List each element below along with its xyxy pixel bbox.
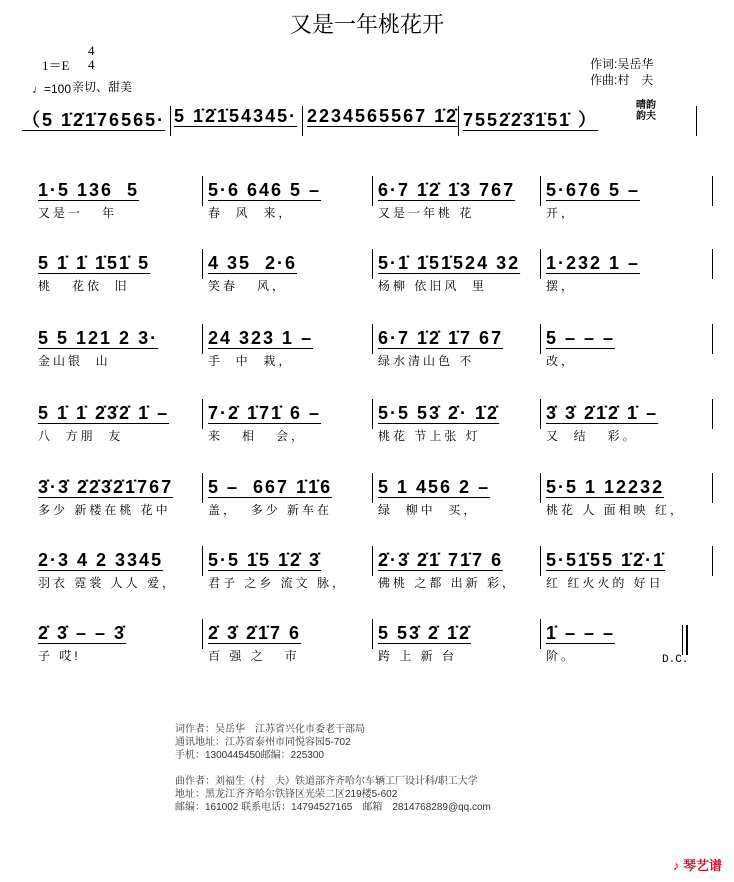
lyrics: 百 强 之 市 [208,649,300,663]
barline [202,546,203,576]
measure [38,477,173,527]
measure [378,550,517,600]
lyrics: 子 哎! [38,649,81,663]
measure [38,550,177,600]
site-logo [673,855,722,874]
measure [546,550,665,600]
notes: 24 323 1 – [208,328,314,348]
barline [540,619,541,649]
notes: 5 53̇ 2̇ 1̇2̇ [378,623,472,643]
footer-line: 邮编：161002 联系电话：14794527165 邮箱 2814768289@qq.com [175,802,491,813]
measure [378,623,471,673]
notes: 2̇ 3̇ 2̇1̇7 6 [208,623,302,643]
notes: 7552̇2̇3̇1̇51̇ ） [463,110,599,130]
lyrics: 又 结 彩。 [546,429,638,443]
barline [540,546,541,576]
notes: 5·1̇ 1̇51̇524 32 [378,253,521,273]
notes: 2234565567 1̇2̇ [307,106,459,126]
lyrics: 又是一 年 [38,206,118,220]
notes: 5 1 456 2 – [378,477,491,497]
notes: 7·2̇ 1̇71̇ 6 – [208,403,322,423]
music-row [0,253,734,303]
notes: 5·5 53̇ 2̇· 1̇2̇ [378,403,500,423]
stamp-line: 晴韵 [636,100,656,111]
lyricist-credit: 作词:吴岳华 [590,57,654,71]
notes: 4 35 2·6 [208,253,298,273]
barline [202,324,203,354]
lyrics: 君子 之乡 流文 脉， [208,576,348,590]
lyrics: 来 相 会， [208,429,307,443]
lyrics: 阶。 [546,649,577,663]
barline [540,399,541,429]
measure [38,180,139,230]
barline [372,399,373,429]
music-row [0,328,734,378]
lyrics: 手 中 栽， [208,354,294,368]
music-row [0,403,734,453]
lyrics: 金山银 山 [38,354,111,368]
lyrics: 改， [546,354,577,368]
measure [546,477,685,527]
notes: 5·51̇55 1̇2̇·1̇ [546,550,666,570]
measure [463,106,598,156]
notes: 5·676 5 – [546,180,641,200]
da-capo: D.C. [662,654,689,666]
measure [38,328,158,378]
barline [540,324,541,354]
barline [372,546,373,576]
lyrics: 又是一年桃 花 [378,206,475,220]
barline [372,176,373,206]
notes: 1·5 136 5 [38,180,140,200]
measure [208,477,332,527]
measure [378,253,520,303]
notes: （5 1̇2̇1̇76565· [22,110,166,130]
measure [378,403,499,453]
measure [307,106,458,156]
notes: 3̇·3̇ 2̇2̇3̇2̇1̇767 [38,477,174,497]
notes: 1·232 1 – [546,253,641,273]
lyrics: 笑春 风， [208,279,288,293]
barline [202,399,203,429]
notes: 5 1̇2̇1̇54345· [174,106,298,126]
notes: 5 1̇ 1̇ 1̇51̇ 5 [38,253,151,273]
lyrics: 桃花 节上张 灯 [378,429,481,443]
lyrics: 绿水清山色 不 [378,354,475,368]
intro-row [0,106,734,156]
lyrics: 跨 上 新 台 [378,649,458,663]
lyrics: 开， [546,206,577,220]
measure [38,623,126,673]
lyrics: 佛桃 之都 出新 彩， [378,576,518,590]
lyrics: 摆， [546,279,577,293]
time-signature [88,44,95,72]
footer-line: 曲作者：刘福生（村 夫）铁道部齐齐哈尔车辆工厂设计科/职工大学 [175,776,478,787]
music-row [0,477,734,527]
measure [38,403,169,453]
expression-marking: 亲切、甜美 [72,80,133,94]
measure [208,403,321,453]
lyrics: 多少 新楼在桃 花中 [38,503,171,517]
measure [22,106,165,156]
music-row [0,180,734,230]
lyrics: 红 红火火的 好日 [546,576,664,590]
notes: 5 – 667 1̇1̇6 [208,477,333,497]
tempo-marking: ♩=100 [32,82,72,96]
measure [378,328,503,378]
measure [208,623,301,673]
notes: 5 – – – [546,328,616,348]
measure [174,106,297,156]
logo-icon: ♪ [672,858,680,873]
notes: 2·3 4 2 3345 [38,550,164,570]
barline [540,176,541,206]
barline [712,473,713,503]
measure [378,477,490,527]
notes: 2̇·3̇ 2̇1̇ 71̇7 6 [378,550,504,570]
notes: 6·7 1̇2̇ 1̇3 767 [378,180,516,200]
notes: 6·7 1̇2̇ 1̇7 67 [378,328,504,348]
measure [208,180,321,230]
barline [712,399,713,429]
song-title: 又是一年桃花开 [289,12,444,37]
measure [546,253,640,303]
barline [202,249,203,279]
notes: 5·5 1̇5 1̇2̇ 3̇ [208,550,322,570]
time-sig-top: 4 [88,43,95,58]
footer-line: 手机：1300445450邮编：225300 [175,750,324,761]
logo-text: 琴艺谱 [682,858,722,873]
notes: 5 5 121 2 3· [38,328,159,348]
footer-info [175,723,491,814]
barline [712,249,713,279]
barline [712,176,713,206]
measure [208,550,347,600]
lyrics: 春 风 来， [208,206,294,220]
composer-credit: 作曲:村 夫 [590,73,654,87]
measure [546,180,640,230]
lyrics: 绿 柳中 买， [378,503,479,517]
measure [546,403,658,453]
measure [378,180,515,230]
notes: 1̇ – – – [546,623,616,643]
lyrics: 杨柳 依旧风 里 [378,279,488,293]
measure [38,253,150,303]
key-signature: 1＝E [42,58,70,73]
lyrics: 桃花 人 面相映 红， [546,503,686,517]
lyrics: 盖， 多少 新车在 [208,503,333,517]
footer-line: 地址：黑龙江齐齐哈尔铁锋区光荣二区219楼5-602 [175,789,398,800]
time-sig-bottom: 4 [88,57,95,72]
notes: 5 1̇ 1̇ 2̇3̇2̇ 1̇ – [38,403,170,423]
footer-line: 通讯地址：江苏省泰州市同悦容园5-702 [175,737,351,748]
barline [712,546,713,576]
music-row [0,623,734,673]
measure [208,253,297,303]
barline [202,176,203,206]
notes: 5·5 1 12232 [546,477,665,497]
measure [546,328,615,378]
barline [202,473,203,503]
lyrics: 八 方朋 友 [38,429,124,443]
barline [372,619,373,649]
lyrics: 桃 花依 旧 [38,279,130,293]
notes: 2̇ 3̇ – – 3̇ [38,623,127,643]
notes: 5·6 646 5 – [208,180,322,200]
barline [372,324,373,354]
barline [712,324,713,354]
measure [546,623,615,673]
lyrics: 羽衣 霓裳 人人 爱， [38,576,178,590]
barline [372,249,373,279]
barline [372,473,373,503]
barline [540,473,541,503]
final-barline [682,625,688,655]
notes: 3̇ 3̇ 2̇1̇2̇ 1̇ – [546,403,659,423]
footer-line: 词作者：吴岳华 江苏省兴化市委老干部局 [175,724,365,735]
measure [208,328,313,378]
music-row [0,550,734,600]
barline [202,619,203,649]
stamp-line: 韵夫 [636,111,656,122]
barline [540,249,541,279]
